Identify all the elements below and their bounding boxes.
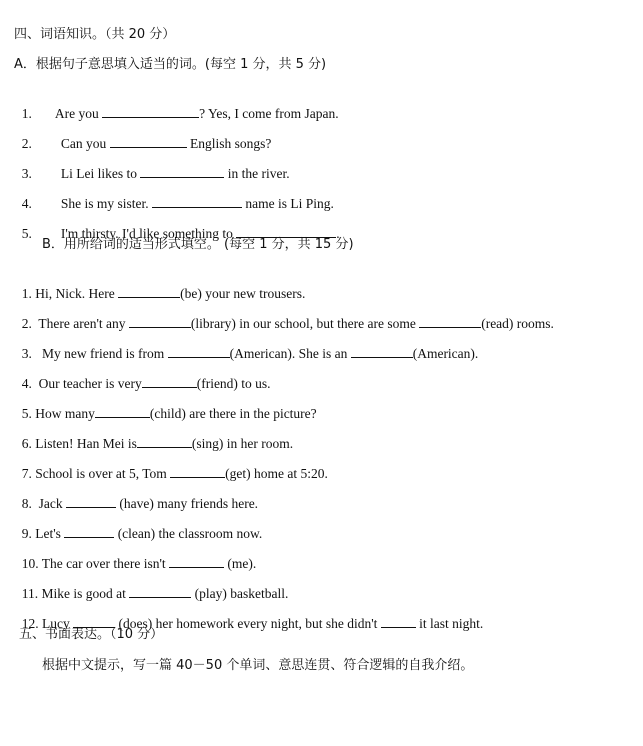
item-text-before: 7. School is over at 5, Tom (21, 466, 171, 481)
item-text-after: name is Li Ping. (242, 196, 334, 211)
item-text-before: 1. Hi, Nick. Here (21, 286, 119, 301)
section-4-title: 四、词语知识。（共 20 分） (14, 27, 176, 42)
item-text-before: 2. There aren't any (21, 316, 129, 331)
item-text-before: 4. Our teacher is very (21, 376, 142, 391)
item-number: 5. (21, 226, 32, 241)
item-text-after: (friend) to us. (196, 376, 271, 391)
item-text-before: I'm thirsty. I'd like something to (60, 226, 237, 241)
item-text-before: 9. Let's (21, 526, 65, 541)
item-text-before: 3. My new friend is from (21, 346, 168, 361)
item-text-after: (American). (412, 346, 479, 361)
item-text-before: 8. Jack (21, 496, 66, 511)
item-number: 2. (21, 136, 32, 151)
item-text-after: it last night. (415, 616, 484, 631)
item-text-before: Can you (60, 136, 110, 151)
item-text-after: (child) are there in the picture? (149, 406, 317, 421)
item-text-after: (have) many friends here. (116, 496, 259, 511)
item-text-before: 12. Lucy (21, 616, 74, 631)
item-text-before: 10. The car over there isn't (21, 556, 170, 571)
part-b-title: B．用所给词的适当形式填空。 (每空 1 分，共 15 分) (42, 237, 354, 252)
item-text-after: (be) your new trousers. (180, 286, 306, 301)
item-number: 1. (21, 106, 32, 121)
item-text-after: (play) basketball. (191, 586, 289, 601)
item-text-before: 11. Mike is good at (21, 586, 130, 601)
item-text-before: She is my sister. (60, 196, 153, 211)
section-5-title: 五、书面表达。（10 分） (19, 627, 164, 642)
item-text-before: Li Lei likes to (60, 166, 141, 181)
item-text-before: 6. Listen! Han Mei is (21, 436, 137, 451)
item-text-after: in the river. (224, 166, 290, 181)
item-text-after: (sing) in her room. (191, 436, 294, 451)
item-number: 3. (21, 166, 32, 181)
item-text-middle: (library) in our school, but there are some (190, 316, 420, 331)
item-text-after: (clean) the classroom now. (114, 526, 263, 541)
item-text-after: . (336, 226, 340, 241)
item-text-middle: (does) her homework every night, but she didn't (115, 616, 381, 631)
item-text-after: (get) home at 5:20. (225, 466, 328, 481)
item-text-middle: (American). She is an (229, 346, 351, 361)
item-text-after: (me). (224, 556, 257, 571)
part-a-title: A．根据句子意思填入适当的词。(每空 1 分，共 5 分) (14, 57, 327, 72)
item-number: 4. (21, 196, 32, 211)
section-5-instruction: 根据中文提示，写一篇 40－50 个单词、意思连贯、符合逻辑的自我介绍。 (42, 658, 474, 673)
answer-blank-2[interactable] (351, 345, 413, 358)
answer-blank-2[interactable] (381, 615, 416, 628)
item-text-before: 5. How many (21, 406, 95, 421)
item-text-after: ? Yes, I come from Japan. (199, 106, 339, 121)
item-text-before: Are you (54, 106, 103, 121)
item-text-after: (read) rooms. (481, 316, 554, 331)
item-text-after: English songs? (186, 136, 272, 151)
